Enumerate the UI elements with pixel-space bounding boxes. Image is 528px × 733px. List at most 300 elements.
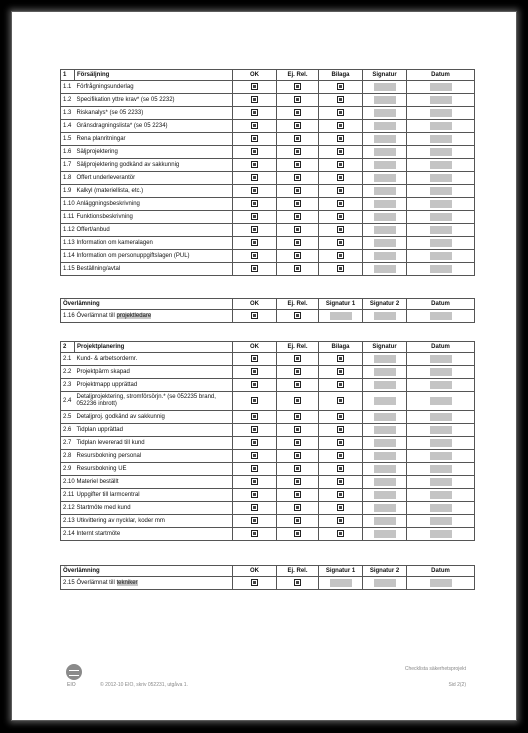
bilaga-checkbox-cell[interactable] [319,120,363,133]
date-input[interactable] [430,579,452,587]
signature-field[interactable] [363,379,407,392]
bilaga-checkbox-cell[interactable] [319,146,363,159]
signature-1-field[interactable] [319,577,363,590]
ej-rel-checkbox-cell[interactable] [277,237,319,250]
date-field[interactable] [407,366,475,379]
date-field[interactable] [407,250,475,263]
date-field[interactable] [407,185,475,198]
date-input[interactable] [430,265,452,273]
signature-field[interactable] [363,392,407,411]
bilaga-checkbox-cell[interactable] [319,515,363,528]
ej-rel-checkbox[interactable] [294,368,301,375]
ok-checkbox-cell[interactable] [233,366,277,379]
ok-checkbox[interactable] [251,109,258,116]
bilaga-checkbox[interactable] [337,148,344,155]
bilaga-checkbox[interactable] [337,426,344,433]
ok-checkbox-cell[interactable] [233,185,277,198]
bilaga-checkbox-cell[interactable] [319,424,363,437]
ok-checkbox-cell[interactable] [233,577,277,590]
ok-checkbox[interactable] [251,213,258,220]
date-input[interactable] [430,368,452,376]
bilaga-checkbox[interactable] [337,465,344,472]
ej-rel-checkbox-cell[interactable] [277,224,319,237]
ej-rel-checkbox-cell[interactable] [277,263,319,276]
signature-2-field[interactable] [363,310,407,323]
ok-checkbox[interactable] [251,452,258,459]
ok-checkbox-cell[interactable] [233,353,277,366]
ok-checkbox[interactable] [251,312,258,319]
date-input[interactable] [430,200,452,208]
ok-checkbox-cell[interactable] [233,81,277,94]
ej-rel-checkbox[interactable] [294,122,301,129]
ej-rel-checkbox-cell[interactable] [277,489,319,502]
bilaga-checkbox-cell[interactable] [319,476,363,489]
ok-checkbox-cell[interactable] [233,94,277,107]
ok-checkbox[interactable] [251,200,258,207]
ok-checkbox[interactable] [251,83,258,90]
ok-checkbox-cell[interactable] [233,146,277,159]
date-input[interactable] [430,452,452,460]
signature-input[interactable] [374,135,396,143]
bilaga-checkbox[interactable] [337,135,344,142]
signature-input[interactable] [374,96,396,104]
date-field[interactable] [407,172,475,185]
ok-checkbox[interactable] [251,265,258,272]
date-field[interactable] [407,198,475,211]
date-field[interactable] [407,437,475,450]
ok-checkbox[interactable] [251,187,258,194]
date-input[interactable] [430,226,452,234]
signature-input[interactable] [374,265,396,273]
signature-input[interactable] [374,226,396,234]
bilaga-checkbox-cell[interactable] [319,211,363,224]
ej-rel-checkbox[interactable] [294,491,301,498]
date-input[interactable] [430,504,452,512]
bilaga-checkbox-cell[interactable] [319,172,363,185]
bilaga-checkbox-cell[interactable] [319,224,363,237]
date-input[interactable] [430,148,452,156]
date-field[interactable] [407,379,475,392]
bilaga-checkbox[interactable] [337,161,344,168]
date-field[interactable] [407,211,475,224]
date-field[interactable] [407,94,475,107]
ej-rel-checkbox-cell[interactable] [277,81,319,94]
ok-checkbox-cell[interactable] [233,224,277,237]
bilaga-checkbox-cell[interactable] [319,237,363,250]
signature-input[interactable] [374,161,396,169]
signature-field[interactable] [363,366,407,379]
ej-rel-checkbox-cell[interactable] [277,528,319,541]
date-field[interactable] [407,120,475,133]
signature-2-field[interactable] [363,577,407,590]
ok-checkbox[interactable] [251,174,258,181]
ej-rel-checkbox-cell[interactable] [277,172,319,185]
bilaga-checkbox[interactable] [337,478,344,485]
date-field[interactable] [407,159,475,172]
signature-field[interactable] [363,237,407,250]
date-field[interactable] [407,463,475,476]
ej-rel-checkbox[interactable] [294,504,301,511]
date-field[interactable] [407,515,475,528]
ej-rel-checkbox-cell[interactable] [277,353,319,366]
ok-checkbox[interactable] [251,122,258,129]
date-field[interactable] [407,310,475,323]
bilaga-checkbox[interactable] [337,109,344,116]
ok-checkbox[interactable] [251,226,258,233]
date-field[interactable] [407,392,475,411]
signature-input[interactable] [374,530,396,538]
bilaga-checkbox-cell[interactable] [319,263,363,276]
bilaga-checkbox-cell[interactable] [319,437,363,450]
ok-checkbox[interactable] [251,135,258,142]
signature-field[interactable] [363,437,407,450]
ok-checkbox[interactable] [251,381,258,388]
date-field[interactable] [407,133,475,146]
date-input[interactable] [430,96,452,104]
ej-rel-checkbox-cell[interactable] [277,379,319,392]
ok-checkbox-cell[interactable] [233,476,277,489]
ok-checkbox[interactable] [251,397,258,404]
date-input[interactable] [430,426,452,434]
ok-checkbox-cell[interactable] [233,172,277,185]
bilaga-checkbox-cell[interactable] [319,107,363,120]
date-field[interactable] [407,237,475,250]
ej-rel-checkbox-cell[interactable] [277,577,319,590]
ej-rel-checkbox[interactable] [294,265,301,272]
date-field[interactable] [407,489,475,502]
ok-checkbox[interactable] [251,161,258,168]
ej-rel-checkbox[interactable] [294,213,301,220]
ok-checkbox-cell[interactable] [233,502,277,515]
bilaga-checkbox-cell[interactable] [319,250,363,263]
bilaga-checkbox[interactable] [337,381,344,388]
date-input[interactable] [430,312,452,320]
date-input[interactable] [430,397,452,405]
ok-checkbox-cell[interactable] [233,411,277,424]
ok-checkbox[interactable] [251,530,258,537]
signature-field[interactable] [363,185,407,198]
date-field[interactable] [407,411,475,424]
ok-checkbox[interactable] [251,579,258,586]
signature-field[interactable] [363,463,407,476]
signature-input[interactable] [374,355,396,363]
ok-checkbox[interactable] [251,504,258,511]
ej-rel-checkbox-cell[interactable] [277,107,319,120]
ej-rel-checkbox[interactable] [294,174,301,181]
ej-rel-checkbox[interactable] [294,226,301,233]
date-input[interactable] [430,109,452,117]
ok-checkbox-cell[interactable] [233,489,277,502]
bilaga-checkbox[interactable] [337,122,344,129]
ej-rel-checkbox-cell[interactable] [277,437,319,450]
ej-rel-checkbox[interactable] [294,397,301,404]
signature-field[interactable] [363,450,407,463]
signature-field[interactable] [363,133,407,146]
ej-rel-checkbox[interactable] [294,530,301,537]
ok-checkbox[interactable] [251,368,258,375]
date-field[interactable] [407,81,475,94]
ej-rel-checkbox-cell[interactable] [277,450,319,463]
bilaga-checkbox[interactable] [337,213,344,220]
bilaga-checkbox[interactable] [337,200,344,207]
ej-rel-checkbox-cell[interactable] [277,366,319,379]
ej-rel-checkbox[interactable] [294,465,301,472]
signature-field[interactable] [363,224,407,237]
bilaga-checkbox-cell[interactable] [319,502,363,515]
signature-field[interactable] [363,172,407,185]
signature-field[interactable] [363,146,407,159]
date-field[interactable] [407,450,475,463]
ej-rel-checkbox[interactable] [294,148,301,155]
signature-input[interactable] [374,504,396,512]
ej-rel-checkbox-cell[interactable] [277,411,319,424]
ej-rel-checkbox-cell[interactable] [277,198,319,211]
ok-checkbox-cell[interactable] [233,211,277,224]
bilaga-checkbox[interactable] [337,368,344,375]
date-field[interactable] [407,224,475,237]
signature-input[interactable] [374,426,396,434]
signature-field[interactable] [363,81,407,94]
ej-rel-checkbox[interactable] [294,161,301,168]
signature-input[interactable] [374,187,396,195]
signature-1-field[interactable] [319,310,363,323]
date-input[interactable] [430,413,452,421]
ok-checkbox[interactable] [251,355,258,362]
ej-rel-checkbox-cell[interactable] [277,310,319,323]
bilaga-checkbox-cell[interactable] [319,81,363,94]
date-input[interactable] [430,122,452,130]
signature-field[interactable] [363,411,407,424]
date-input[interactable] [430,252,452,260]
ej-rel-checkbox-cell[interactable] [277,133,319,146]
ej-rel-checkbox[interactable] [294,96,301,103]
date-input[interactable] [430,439,452,447]
ok-checkbox[interactable] [251,426,258,433]
ej-rel-checkbox-cell[interactable] [277,146,319,159]
bilaga-checkbox-cell[interactable] [319,94,363,107]
ej-rel-checkbox-cell[interactable] [277,515,319,528]
ok-checkbox[interactable] [251,517,258,524]
signature-field[interactable] [363,211,407,224]
signature-field[interactable] [363,528,407,541]
signature-input[interactable] [374,381,396,389]
bilaga-checkbox[interactable] [337,517,344,524]
ok-checkbox-cell[interactable] [233,237,277,250]
ok-checkbox[interactable] [251,96,258,103]
ok-checkbox-cell[interactable] [233,310,277,323]
ok-checkbox-cell[interactable] [233,515,277,528]
ej-rel-checkbox-cell[interactable] [277,120,319,133]
date-input[interactable] [430,465,452,473]
signature-input[interactable] [374,83,396,91]
signature-field[interactable] [363,353,407,366]
date-field[interactable] [407,107,475,120]
ok-checkbox-cell[interactable] [233,392,277,411]
signature-field[interactable] [363,198,407,211]
date-input[interactable] [430,381,452,389]
signature-field[interactable] [363,424,407,437]
date-field[interactable] [407,353,475,366]
date-input[interactable] [430,83,452,91]
bilaga-checkbox-cell[interactable] [319,366,363,379]
ok-checkbox-cell[interactable] [233,450,277,463]
ej-rel-checkbox[interactable] [294,187,301,194]
bilaga-checkbox-cell[interactable] [319,463,363,476]
bilaga-checkbox[interactable] [337,413,344,420]
date-input[interactable] [430,239,452,247]
bilaga-checkbox[interactable] [337,439,344,446]
bilaga-checkbox[interactable] [337,491,344,498]
signature-field[interactable] [363,476,407,489]
date-input[interactable] [430,355,452,363]
signature-1-input[interactable] [330,579,352,587]
bilaga-checkbox-cell[interactable] [319,411,363,424]
ej-rel-checkbox[interactable] [294,452,301,459]
signature-input[interactable] [374,452,396,460]
signature-field[interactable] [363,107,407,120]
bilaga-checkbox-cell[interactable] [319,198,363,211]
signature-input[interactable] [374,413,396,421]
ok-checkbox-cell[interactable] [233,198,277,211]
ok-checkbox[interactable] [251,239,258,246]
bilaga-checkbox[interactable] [337,174,344,181]
ej-rel-checkbox[interactable] [294,426,301,433]
signature-input[interactable] [374,239,396,247]
date-input[interactable] [430,174,452,182]
ok-checkbox[interactable] [251,465,258,472]
bilaga-checkbox[interactable] [337,239,344,246]
bilaga-checkbox-cell[interactable] [319,353,363,366]
bilaga-checkbox[interactable] [337,397,344,404]
ej-rel-checkbox[interactable] [294,355,301,362]
signature-field[interactable] [363,489,407,502]
ok-checkbox-cell[interactable] [233,120,277,133]
ok-checkbox-cell[interactable] [233,250,277,263]
signature-2-input[interactable] [374,312,396,320]
ej-rel-checkbox[interactable] [294,439,301,446]
bilaga-checkbox[interactable] [337,355,344,362]
ej-rel-checkbox[interactable] [294,135,301,142]
ok-checkbox-cell[interactable] [233,159,277,172]
ej-rel-checkbox[interactable] [294,83,301,90]
date-field[interactable] [407,502,475,515]
signature-input[interactable] [374,439,396,447]
ej-rel-checkbox[interactable] [294,200,301,207]
signature-field[interactable] [363,515,407,528]
bilaga-checkbox[interactable] [337,452,344,459]
bilaga-checkbox-cell[interactable] [319,489,363,502]
ej-rel-checkbox-cell[interactable] [277,159,319,172]
bilaga-checkbox[interactable] [337,265,344,272]
date-field[interactable] [407,424,475,437]
ej-rel-checkbox-cell[interactable] [277,424,319,437]
date-field[interactable] [407,263,475,276]
ej-rel-checkbox-cell[interactable] [277,94,319,107]
ej-rel-checkbox-cell[interactable] [277,211,319,224]
bilaga-checkbox[interactable] [337,530,344,537]
signature-input[interactable] [374,465,396,473]
signature-input[interactable] [374,491,396,499]
ok-checkbox-cell[interactable] [233,528,277,541]
ok-checkbox-cell[interactable] [233,263,277,276]
ej-rel-checkbox-cell[interactable] [277,392,319,411]
signature-field[interactable] [363,159,407,172]
signature-input[interactable] [374,200,396,208]
signature-input[interactable] [374,213,396,221]
date-input[interactable] [430,478,452,486]
ok-checkbox[interactable] [251,252,258,259]
bilaga-checkbox[interactable] [337,96,344,103]
bilaga-checkbox-cell[interactable] [319,133,363,146]
bilaga-checkbox-cell[interactable] [319,185,363,198]
ok-checkbox-cell[interactable] [233,437,277,450]
ok-checkbox-cell[interactable] [233,107,277,120]
bilaga-checkbox[interactable] [337,187,344,194]
signature-field[interactable] [363,94,407,107]
signature-2-input[interactable] [374,579,396,587]
ej-rel-checkbox-cell[interactable] [277,250,319,263]
date-input[interactable] [430,491,452,499]
ej-rel-checkbox[interactable] [294,252,301,259]
ej-rel-checkbox[interactable] [294,413,301,420]
bilaga-checkbox-cell[interactable] [319,392,363,411]
ej-rel-checkbox[interactable] [294,478,301,485]
ej-rel-checkbox[interactable] [294,517,301,524]
date-input[interactable] [430,187,452,195]
bilaga-checkbox[interactable] [337,83,344,90]
date-input[interactable] [430,161,452,169]
signature-1-input[interactable] [330,312,352,320]
ej-rel-checkbox[interactable] [294,312,301,319]
ok-checkbox[interactable] [251,439,258,446]
date-field[interactable] [407,146,475,159]
ej-rel-checkbox-cell[interactable] [277,502,319,515]
bilaga-checkbox[interactable] [337,504,344,511]
date-input[interactable] [430,135,452,143]
bilaga-checkbox-cell[interactable] [319,159,363,172]
ej-rel-checkbox-cell[interactable] [277,476,319,489]
ej-rel-checkbox-cell[interactable] [277,185,319,198]
bilaga-checkbox-cell[interactable] [319,450,363,463]
ok-checkbox-cell[interactable] [233,133,277,146]
signature-input[interactable] [374,148,396,156]
signature-input[interactable] [374,478,396,486]
ok-checkbox[interactable] [251,478,258,485]
signature-field[interactable] [363,263,407,276]
signature-field[interactable] [363,250,407,263]
signature-field[interactable] [363,502,407,515]
bilaga-checkbox-cell[interactable] [319,379,363,392]
bilaga-checkbox[interactable] [337,252,344,259]
ok-checkbox-cell[interactable] [233,379,277,392]
ok-checkbox-cell[interactable] [233,463,277,476]
date-input[interactable] [430,213,452,221]
ej-rel-checkbox-cell[interactable] [277,463,319,476]
ej-rel-checkbox[interactable] [294,579,301,586]
date-input[interactable] [430,530,452,538]
ok-checkbox-cell[interactable] [233,424,277,437]
date-input[interactable] [430,517,452,525]
ok-checkbox[interactable] [251,491,258,498]
date-field[interactable] [407,528,475,541]
bilaga-checkbox[interactable] [337,226,344,233]
ok-checkbox[interactable] [251,148,258,155]
signature-input[interactable] [374,368,396,376]
signature-input[interactable] [374,517,396,525]
signature-input[interactable] [374,122,396,130]
ej-rel-checkbox[interactable] [294,109,301,116]
date-field[interactable] [407,577,475,590]
